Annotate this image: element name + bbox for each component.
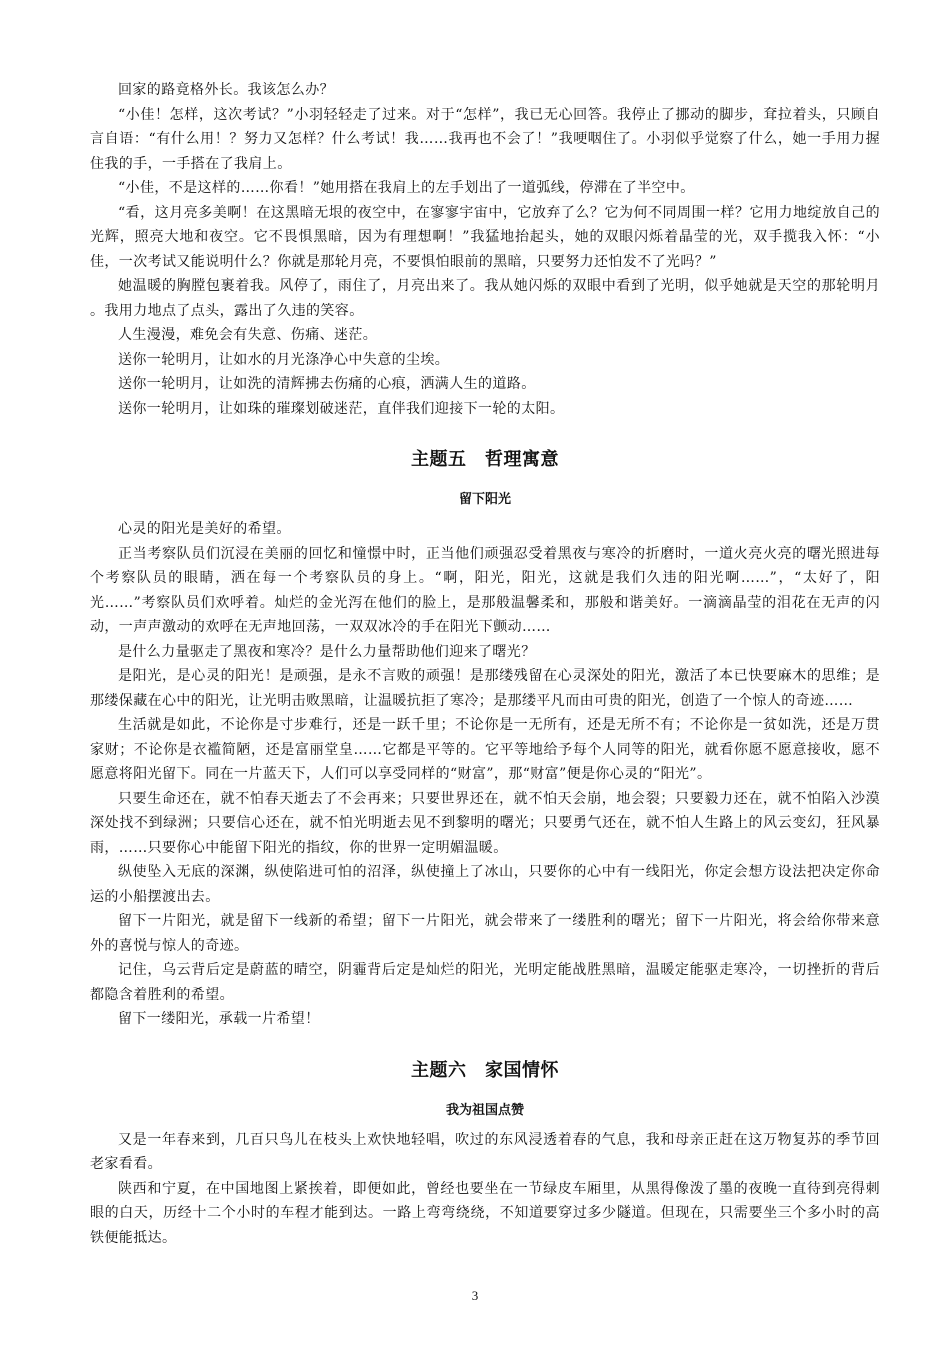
paragraph: “看，这月亮多美啊！在这黑暗无垠的夜空中，在寥寥宇宙中，它放弃了么？它为何不同周围一样？它用力地绽放自己的光辉，照亮大地和夜空。它不畏惧黑暗，因为有理想啊！”我猛地抬起头，她的双眼闪烁着晶莹的光，双手揽我入怀：“小佳，一次考试又能说明什么？你就是那轮月亮，不要惧怕眼前的黑暗，只要努力还怕发不了光吗？”	[90, 204, 880, 270]
paragraph: 回家的路竟格外长。我该怎么办？	[118, 82, 334, 98]
document-page	[90, 78, 880, 1250]
paragraph: 又是一年春来到，几百只鸟儿在枝头上欢快地轻唱，吹过的东风浸透着春的气息，我和母亲正赶在这万物复苏的季节回老家看看。	[90, 1131, 880, 1172]
paragraph: 只要生命还在，就不怕春天逝去了不会再来；只要世界还在，就不怕天会崩，地会裂；只要毅力还在，就不怕陷入沙漠深处找不到绿洲；只要信心还在，就不怕光明逝去见不到黎明的曙光；只要勇气还在，就不怕人生路上的风云变幻，狂风暴雨，……只要你心中能留下阳光的指纹，你的世界一定明媚温暖。	[90, 790, 880, 856]
paragraph: 送你一轮明月，让如洗的清辉拂去伤痛的心痕，洒满人生的道路。	[118, 376, 536, 392]
paragraph: 她温暖的胸膛包裹着我。风停了，雨住了，月亮出来了。我从她闪烁的双眼中看到了光明，似乎她就是天空的那轮明月 。我用力地点了点头，露出了久违的笑容。	[90, 278, 880, 319]
paragraph: 留下一缕阳光，承载一片希望！	[118, 1011, 320, 1027]
paragraph: 记住，乌云背后定是蔚蓝的晴空，阴霾背后定是灿烂的阳光，光明定能战胜黑暗，温暖定能驱走寒冷，一切挫折的背后都隐含着胜利的希望。	[90, 962, 880, 1003]
paragraph: 送你一轮明月，让如珠的璀璨划破迷茫，直伴我们迎接下一轮的太阳。	[118, 400, 565, 417]
paragraph: 是阳光，是心灵的阳光！是顽强，是永不言败的顽强！是那缕残留在心灵深处的阳光，激活了本已快要麻木的思维；是那缕保藏在心中的阳光，让光明击败黑暗，让温暖抗拒了寒冷；是那缕平凡而由可贵的阳光，创造了一个惊人的奇迹……	[90, 668, 880, 709]
paragraph: 正当考察队员们沉浸在美丽的回忆和憧憬中时，正当他们顽强忍受着黑夜与寒冷的折磨时，一道火亮火亮的曙光照进每个考察队员的眼睛，洒在每一个考察队员的身上。“啊，阳光，阳光，这就是我们久违的阳光啊……”，“太好了，阳光……”考察队员们欢呼着。灿烂的金光泻在他们的脸上，是那般温馨柔和，那般和谐美好。一滴滴晶莹的泪花在无声的闪动，一声声激动的欢呼在无声地回荡，一双双冰冷的手在阳光下颤动……	[90, 545, 880, 635]
paragraph: “小佳！怎样，这次考试？”小羽轻轻走了过来。对于“怎样”，我已无心回答。我停止了挪动的脚步，耷拉着头，只顾自言自语：“有什么用！？努力又怎样？什么考试！我……我再也不会了！”我哽咽住了。小羽似乎觉察了什么，她一手用力握住我的手，一手搭在了我肩上。	[90, 106, 880, 172]
paragraph: “小佳，不是这样的……你看！”她用搭在我肩上的左手划出了一道弧线，停滞在了半空中。	[118, 180, 695, 196]
paragraph: 心灵的阳光是美好的希望。	[118, 521, 291, 537]
theme-heading: 主题六 家国情怀	[411, 1059, 559, 1081]
section-theme-six	[90, 1058, 880, 1251]
page-number: 3	[471, 1288, 479, 1303]
paragraph: 人生漫漫，难免会有失意、伤痛、迷茫。	[118, 327, 378, 343]
article-title: 留下阳光	[458, 492, 511, 507]
paragraph: 陕西和宁夏，在中国地图上紧挨着，即便如此，曾经也要坐在一节绿皮车厢里，从黑得像泼了墨的夜晚一直待到亮得刺眼的白天，历经十二个小时的车程才能到达。一路上弯弯绕绕，不知道要穿过多少隧道。但现在，只需要坐三个多小时的高铁便能抵达。	[90, 1180, 880, 1246]
article-title: 我为祖国点赞	[445, 1102, 524, 1118]
paragraph: 送你一轮明月，让如水的月光涤净心中失意的尘埃。	[118, 351, 450, 368]
paragraph: 纵使坠入无底的深渊，纵使陷进可怕的沼泽，纵使撞上了冰山，只要你的心中有一线阳光，你定会想方设法把决定你命运的小船摆渡出去。	[90, 864, 880, 905]
paragraph: 生活就是如此，不论你是寸步难行，还是一跃千里；不论你是一无所有，还是无所不有；不论你是一贫如洗，还是万贯家财；不论你是衣褴简陋，还是富丽堂皇……它都是平等的。它平等地给予每个人同等的阳光，就看你愿不愿意接收，愿不愿意将阳光留下。同在一片蓝天下，人们可以享受同样的“财富”，那“财富”便是你心灵的“阳光”。	[90, 717, 880, 782]
theme-heading: 主题五 哲理寓意	[411, 449, 559, 470]
section-moon-story	[90, 78, 880, 421]
section-theme-five	[90, 447, 880, 1032]
paragraph: 是什么力量驱走了黑夜和寒冷？是什么力量帮助他们迎来了曙光？	[118, 643, 536, 660]
paragraph: 留下一片阳光，就是留下一线新的希望；留下一片阳光，就会带来了一缕胜利的曙光；留下一片阳光，将会给你带来意外的喜悦与惊人的奇迹。	[90, 913, 880, 954]
